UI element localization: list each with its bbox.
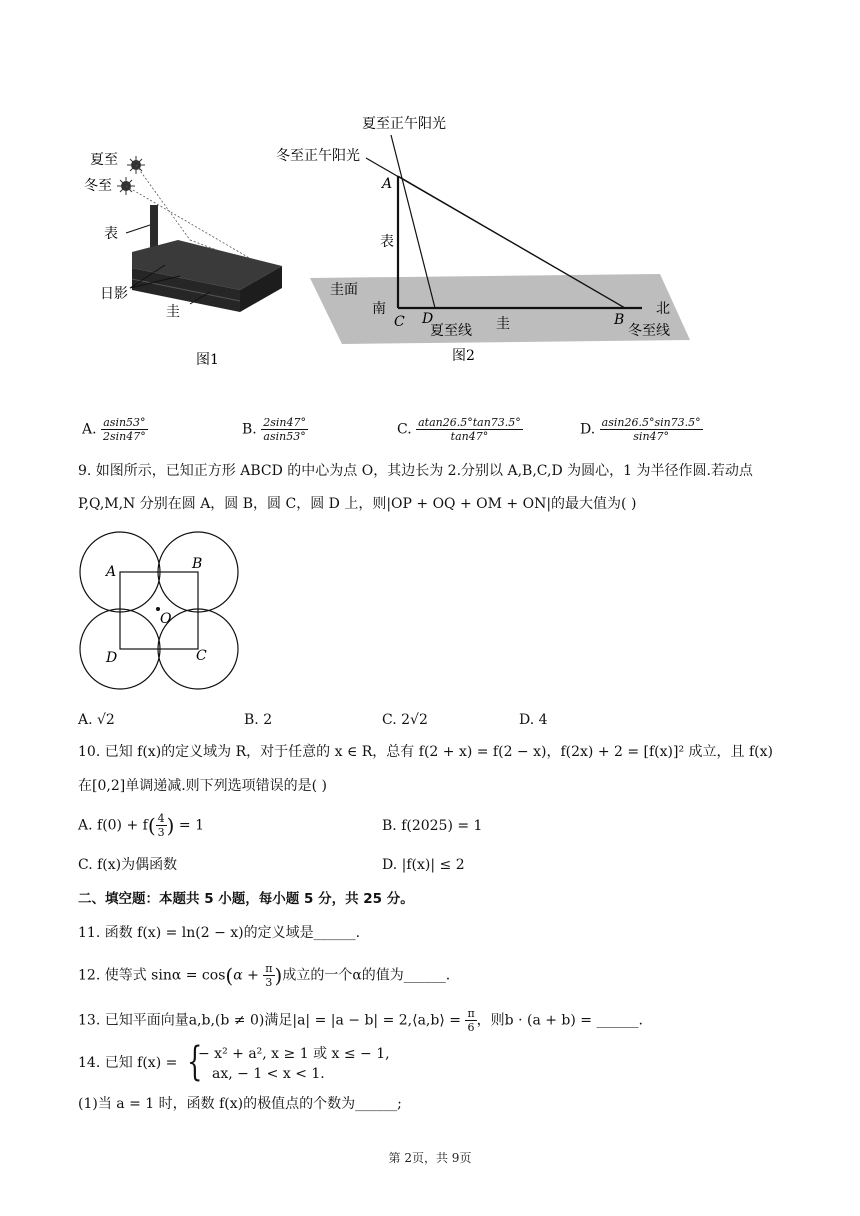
q9-option-c: C. 2√2	[382, 712, 428, 728]
winter-light-label: 冬至正午阳光	[276, 148, 360, 164]
figure-2-diagram	[270, 108, 710, 370]
shadow-label: 日影	[100, 286, 128, 302]
svg-text:A: A	[106, 564, 117, 580]
q14-piecewise-brace: {	[187, 1039, 203, 1085]
figure-1-caption: 图1	[196, 352, 219, 368]
q8-option-d: D. $\frac{asin26.5^\circ\sin 73.5^\circ}{\sin 47^\circ}$	[580, 416, 701, 443]
gnomon-label-2: 表	[380, 234, 394, 250]
q8-option-a: A. $\frac{asin53^\circ}{2\sin 47^\circ}$	[82, 416, 146, 443]
gui-label: 圭	[166, 304, 180, 320]
q9-stem-line-1: 9. 如图所示，已知正方形 ABCD 的中心为点 O，其边长为 2.分别以 A,B,C,D 为圆心，1 为半径作圆.若动点	[78, 463, 753, 479]
q12-text: 12. 使等式 sinα = cos(α + $\frac{\pi}{3}$ )成立的一个α的值为______.	[78, 962, 451, 989]
q8-option-c: C. $\frac{atan26.5^\circ\tan 73.5^\circ}{\tan 47^\circ}$	[397, 416, 521, 443]
svg-text:D: D	[106, 650, 118, 666]
q13-text: 13. 已知平面向量a,b,(b ≠ 0)满足|a| = |a − b| = 2,⟨a,b⟩ = $\frac{\pi}{6}$ ，则b · (a + b) = ______.	[78, 1007, 643, 1034]
q9-option-d: D. 4	[519, 712, 548, 728]
q14-text: 14. 已知 f(x) =	[78, 1055, 178, 1071]
point-C: C	[394, 314, 405, 330]
plane-label: 圭面	[330, 282, 358, 298]
summer-light-label: 夏至正午阳光	[362, 116, 446, 132]
q10-option-b: B. f(2025) = 1	[382, 818, 483, 834]
summer-line-label: 夏至线	[430, 323, 472, 339]
svg-text:C: C	[196, 648, 207, 664]
q9-option-a: A. √2	[78, 712, 115, 728]
point-A: A	[382, 176, 393, 192]
svg-text:O: O	[160, 611, 172, 627]
winter-line-label: 冬至线	[628, 323, 670, 339]
q9-option-b: B. 2	[244, 712, 273, 728]
q14-case-2: ax, − 1 < x < 1.	[212, 1066, 325, 1082]
winter-solstice-label: 冬至	[84, 178, 112, 194]
q11-text: 11. 函数 f(x) = ln(2 − x)的定义域是______.	[78, 925, 361, 941]
page-footer: 第 2页，共 9页	[388, 1151, 472, 1165]
q9-stem-line-2: P,Q,M,N 分别在圆 A，圆 B，圆 C，圆 D 上，则|OP + OQ + OM + ON|的最大值为( )	[78, 496, 637, 512]
q14-subquestion-1: (1)当 a = 1 时，函数 f(x)的极值点的个数为______;	[78, 1096, 402, 1112]
q8-option-b: B. $\frac{2\sin 47^\circ}{asin53^\circ}$	[242, 416, 306, 443]
q9-circles-figure	[76, 530, 242, 696]
gnomon-label: 表	[104, 226, 118, 242]
gui-label-2: 圭	[496, 316, 510, 332]
q10-stem-line-1: 10. 已知 f(x)的定义域为 R，对于任意的 x ∈ R，总有 f(2 + x) = f(2 − x)，f(2x) + 2 = [f(x)]² 成立，且 f(x)	[78, 744, 773, 760]
summer-solstice-label: 夏至	[90, 152, 118, 168]
q10-option-a: A. f(0) + f( $\frac{4}{3}$ ) = 1	[78, 812, 205, 839]
section-2-heading: 二、填空题：本题共 5 小题，每小题 5 分，共 25 分。	[78, 891, 414, 907]
point-D: D	[422, 311, 434, 327]
point-B: B	[614, 312, 625, 328]
q10-option-c: C. f(x)为偶函数	[78, 857, 178, 873]
figure-2-caption: 图2	[452, 348, 475, 364]
q14-case-1: − x² + a², x ≥ 1 或 x ≤ − 1,	[198, 1046, 390, 1062]
q10-stem-line-2: 在[0,2]单调递减.则下列选项错误的是( )	[78, 778, 328, 794]
q10-option-d: D. |f(x)| ≤ 2	[382, 857, 465, 873]
north-label: 北	[656, 301, 670, 317]
svg-text:B: B	[192, 556, 203, 572]
figure-1-gnomon-photo	[70, 140, 300, 370]
south-label: 南	[372, 301, 386, 317]
